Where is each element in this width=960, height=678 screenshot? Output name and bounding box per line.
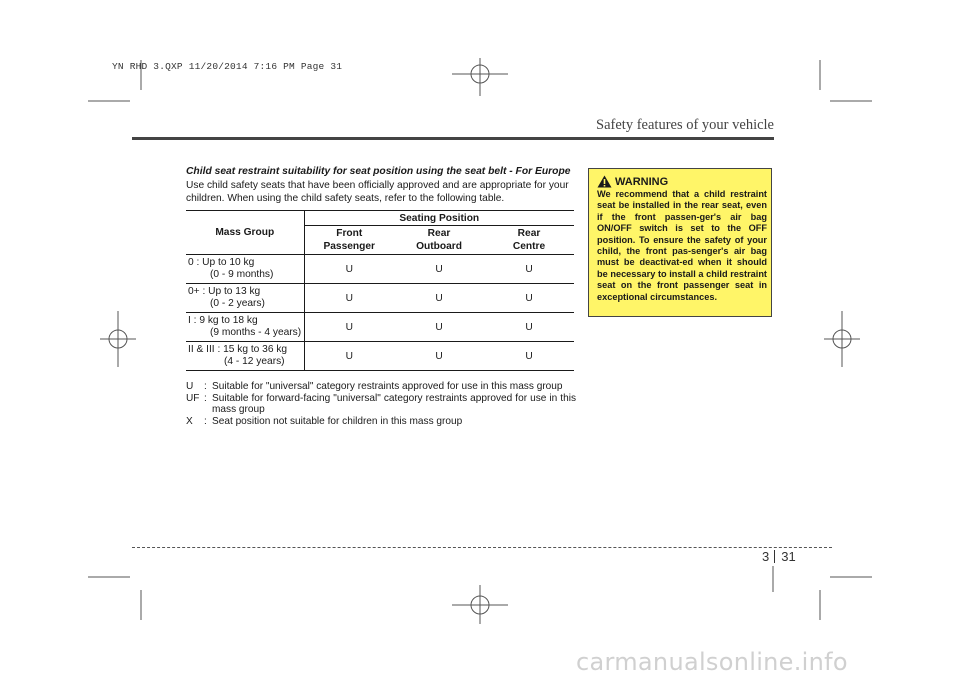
- header-rule: [132, 137, 774, 140]
- table-header-row: [186, 211, 574, 226]
- print-slug: YN RHD 3.QXP 11/20/2014 7:16 PM Page 31: [112, 61, 343, 72]
- legend-item: [186, 416, 576, 428]
- registration-mark-bottom: [452, 585, 508, 624]
- legend-item: [186, 393, 576, 416]
- warning-heading: [597, 175, 767, 188]
- legend-key: UF: [186, 392, 200, 404]
- mass-group-header: Mass Group: [186, 211, 304, 255]
- watermark: carmanualsonline.info: [576, 648, 848, 676]
- suitability-cell: U: [484, 255, 574, 284]
- mass-group-label: I : 9 kg to 18 kg: [188, 315, 258, 326]
- col-label-line1: Rear: [517, 228, 541, 239]
- suitability-cell: U: [394, 342, 484, 371]
- table-row: [186, 284, 574, 313]
- col-label-line2: Passenger: [323, 241, 376, 252]
- registration-mark-left: [100, 311, 136, 367]
- suitability-cell: U: [304, 313, 394, 342]
- col-label-line1: Front: [336, 228, 363, 239]
- table-row: [186, 313, 574, 342]
- warning-box: [588, 168, 772, 317]
- legend-separator: :: [204, 415, 207, 427]
- legend-item: [186, 381, 576, 393]
- suitability-cell: U: [394, 255, 484, 284]
- age-range: (0 - 9 months): [210, 269, 274, 280]
- mass-group-cell: [186, 255, 304, 284]
- page-number-value: 31: [781, 549, 796, 564]
- suitability-cell: U: [484, 313, 574, 342]
- section-title: Safety features of your vehicle: [596, 117, 774, 133]
- col-label-line1: Rear: [427, 228, 451, 239]
- mass-group-cell: [186, 342, 304, 371]
- mass-group-label: II & III : 15 kg to 36 kg: [188, 344, 288, 355]
- legend-text: Suitable for forward-facing "universal" category restraints approved for use in this mass group: [212, 392, 576, 415]
- mass-group-label: 0 : Up to 10 kg: [188, 257, 255, 268]
- page-number: [762, 549, 796, 564]
- warning-text: We recommend that a child restraint seat be installed in the rear seat, even if the front passen-ger's air bag ON/OFF switch is set to the OFF position. To ensure the safety of your child, the front pas-senger's air bag must be deactivat-ed when it should be necessary to install a child restraint seat on the front passenger seat in exceptional circumstances.: [597, 189, 767, 302]
- age-range: (0 - 2 years): [210, 298, 265, 309]
- suitability-cell: U: [394, 284, 484, 313]
- suitability-cell: U: [304, 342, 394, 371]
- legend-separator: :: [204, 381, 207, 392]
- table-row: [186, 342, 574, 371]
- col-label-line2: Outboard: [416, 241, 462, 252]
- legend-separator: :: [204, 392, 207, 404]
- col-rear-centre: [484, 226, 574, 255]
- legend-key: U: [186, 381, 194, 392]
- legend-text: Suitable for "universal" category restraints approved for use in this mass group: [212, 381, 563, 392]
- warning-triangle-icon: [597, 175, 612, 188]
- mass-group-cell: [186, 284, 304, 313]
- registration-mark-top: [452, 58, 508, 96]
- table-heading: Child seat restraint suitability for seat position using the seat belt - For Europe: [186, 166, 571, 177]
- mass-group-label: 0+ : Up to 13 kg: [188, 286, 261, 297]
- mass-group-cell: [186, 313, 304, 342]
- age-range: (9 months - 4 years): [210, 327, 302, 338]
- registration-mark-right: [824, 311, 860, 367]
- legend-key: X: [186, 415, 193, 427]
- legend-text: Seat position not suitable for children in this mass group: [212, 415, 463, 427]
- suitability-cell: U: [484, 342, 574, 371]
- suitability-cell: U: [394, 313, 484, 342]
- col-rear-outboard: [394, 226, 484, 255]
- warning-title: WARNING: [615, 175, 669, 188]
- legend: [186, 381, 576, 427]
- suitability-cell: U: [484, 284, 574, 313]
- seating-position-header: Seating Position: [304, 211, 574, 226]
- age-range: (4 - 12 years): [224, 356, 285, 367]
- intro-paragraph: Use child safety seats that have been officially approved and are appropriate for your children. When using the child safety seats, refer to the following table.: [186, 180, 569, 204]
- col-front-passenger: [304, 226, 394, 255]
- page-number-divider: [774, 550, 775, 563]
- footer-rule: [132, 547, 832, 548]
- chapter-number: 3: [762, 549, 770, 564]
- table-row: [186, 255, 574, 284]
- suitability-cell: U: [304, 255, 394, 284]
- col-label-line2: Centre: [512, 241, 546, 252]
- suitability-cell: U: [304, 284, 394, 313]
- seat-suitability-table: [186, 210, 574, 371]
